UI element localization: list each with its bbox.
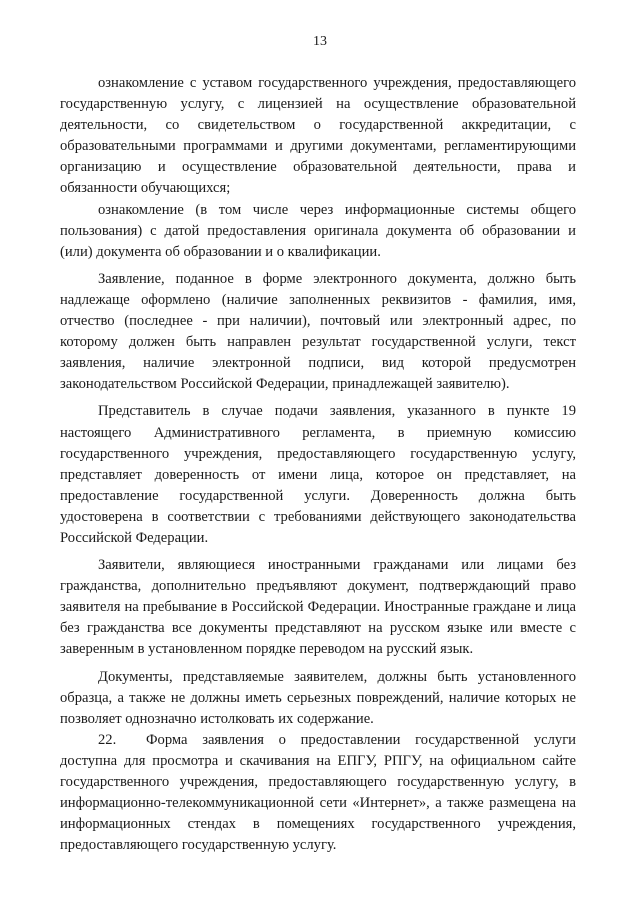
item-22 [60,730,576,857]
page-number: 13 [313,34,327,49]
document-body [60,73,576,856]
item-22-text: Форма заявления о предоставлении государственной услуги доступна для просмотра и скачивания на ЕПГУ, РПГУ, на официальном сайте государственного учреждения, предоставляющего государственную услугу, в информационно-телекоммуникационной сети «Интернет», а также размещена на информационных стендах в помещениях государственного учреждения, предоставляющего государственную услугу. [60,731,576,854]
paragraph-electronic-application: Заявление, поданное в форме электронного документа, должно быть надлежаще оформлено (наличие заполненных реквизитов - фамилия, имя, отчество (последнее - при наличии), почтовый или электронный адрес, по которому должен быть направлен результат государственной услуги, текст заявления, наличие электронной подписи, вид которой предусмотрен законодательством Российской Федерации, принадлежащей заявителю). [60,270,576,393]
paragraph-document-condition: Документы, представляемые заявителем, должны быть установленного образца, а также не должны иметь серьезных повреждений, наличие которых не позволяет однозначно истолковать их содержание. [60,668,576,727]
paragraph-charter-review: ознакомление с уставом государственного учреждения, предоставляющего государственную услугу, с лицензией на осуществление образовательной деятельности, со свидетельством о государственной аккредитации, с образовательными программами и другими документами, регламентирующими организацию и осуществление образовательной деятельности, права и обязанности обучающихся; [60,75,576,197]
paragraph-original-date-review: ознакомление (в том числе через информационные системы общего пользования) с датой предоставления оригинала документа об образовании и (или) документа об образовании и о квалификации. [60,201,576,260]
paragraph-foreign-applicants: Заявители, являющиеся иностранными гражданами или лицами без гражданства, дополнительно предъявляют документ, подтверждающий право заявителя на пребывание в Российской Федерации. Иностранные граждане и лица без гражданства все документы представляют на русском языке или вместе с заверенным в установленном порядке переводом на русский язык. [60,557,576,658]
paragraph-representative: Представитель в случае подачи заявления, указанного в пункте 19 настоящего Административного регламента, в приемную комиссию государственного учреждения, предоставляющего государственную услугу, представляет доверенность от имени лица, которое он представляет, на предоставление государственной услуги. Доверенность должна быть удостоверена в соответствии с требованиями действующего законодательства Российской Федерации. [60,403,576,546]
item-22-number: 22. [98,731,117,748]
